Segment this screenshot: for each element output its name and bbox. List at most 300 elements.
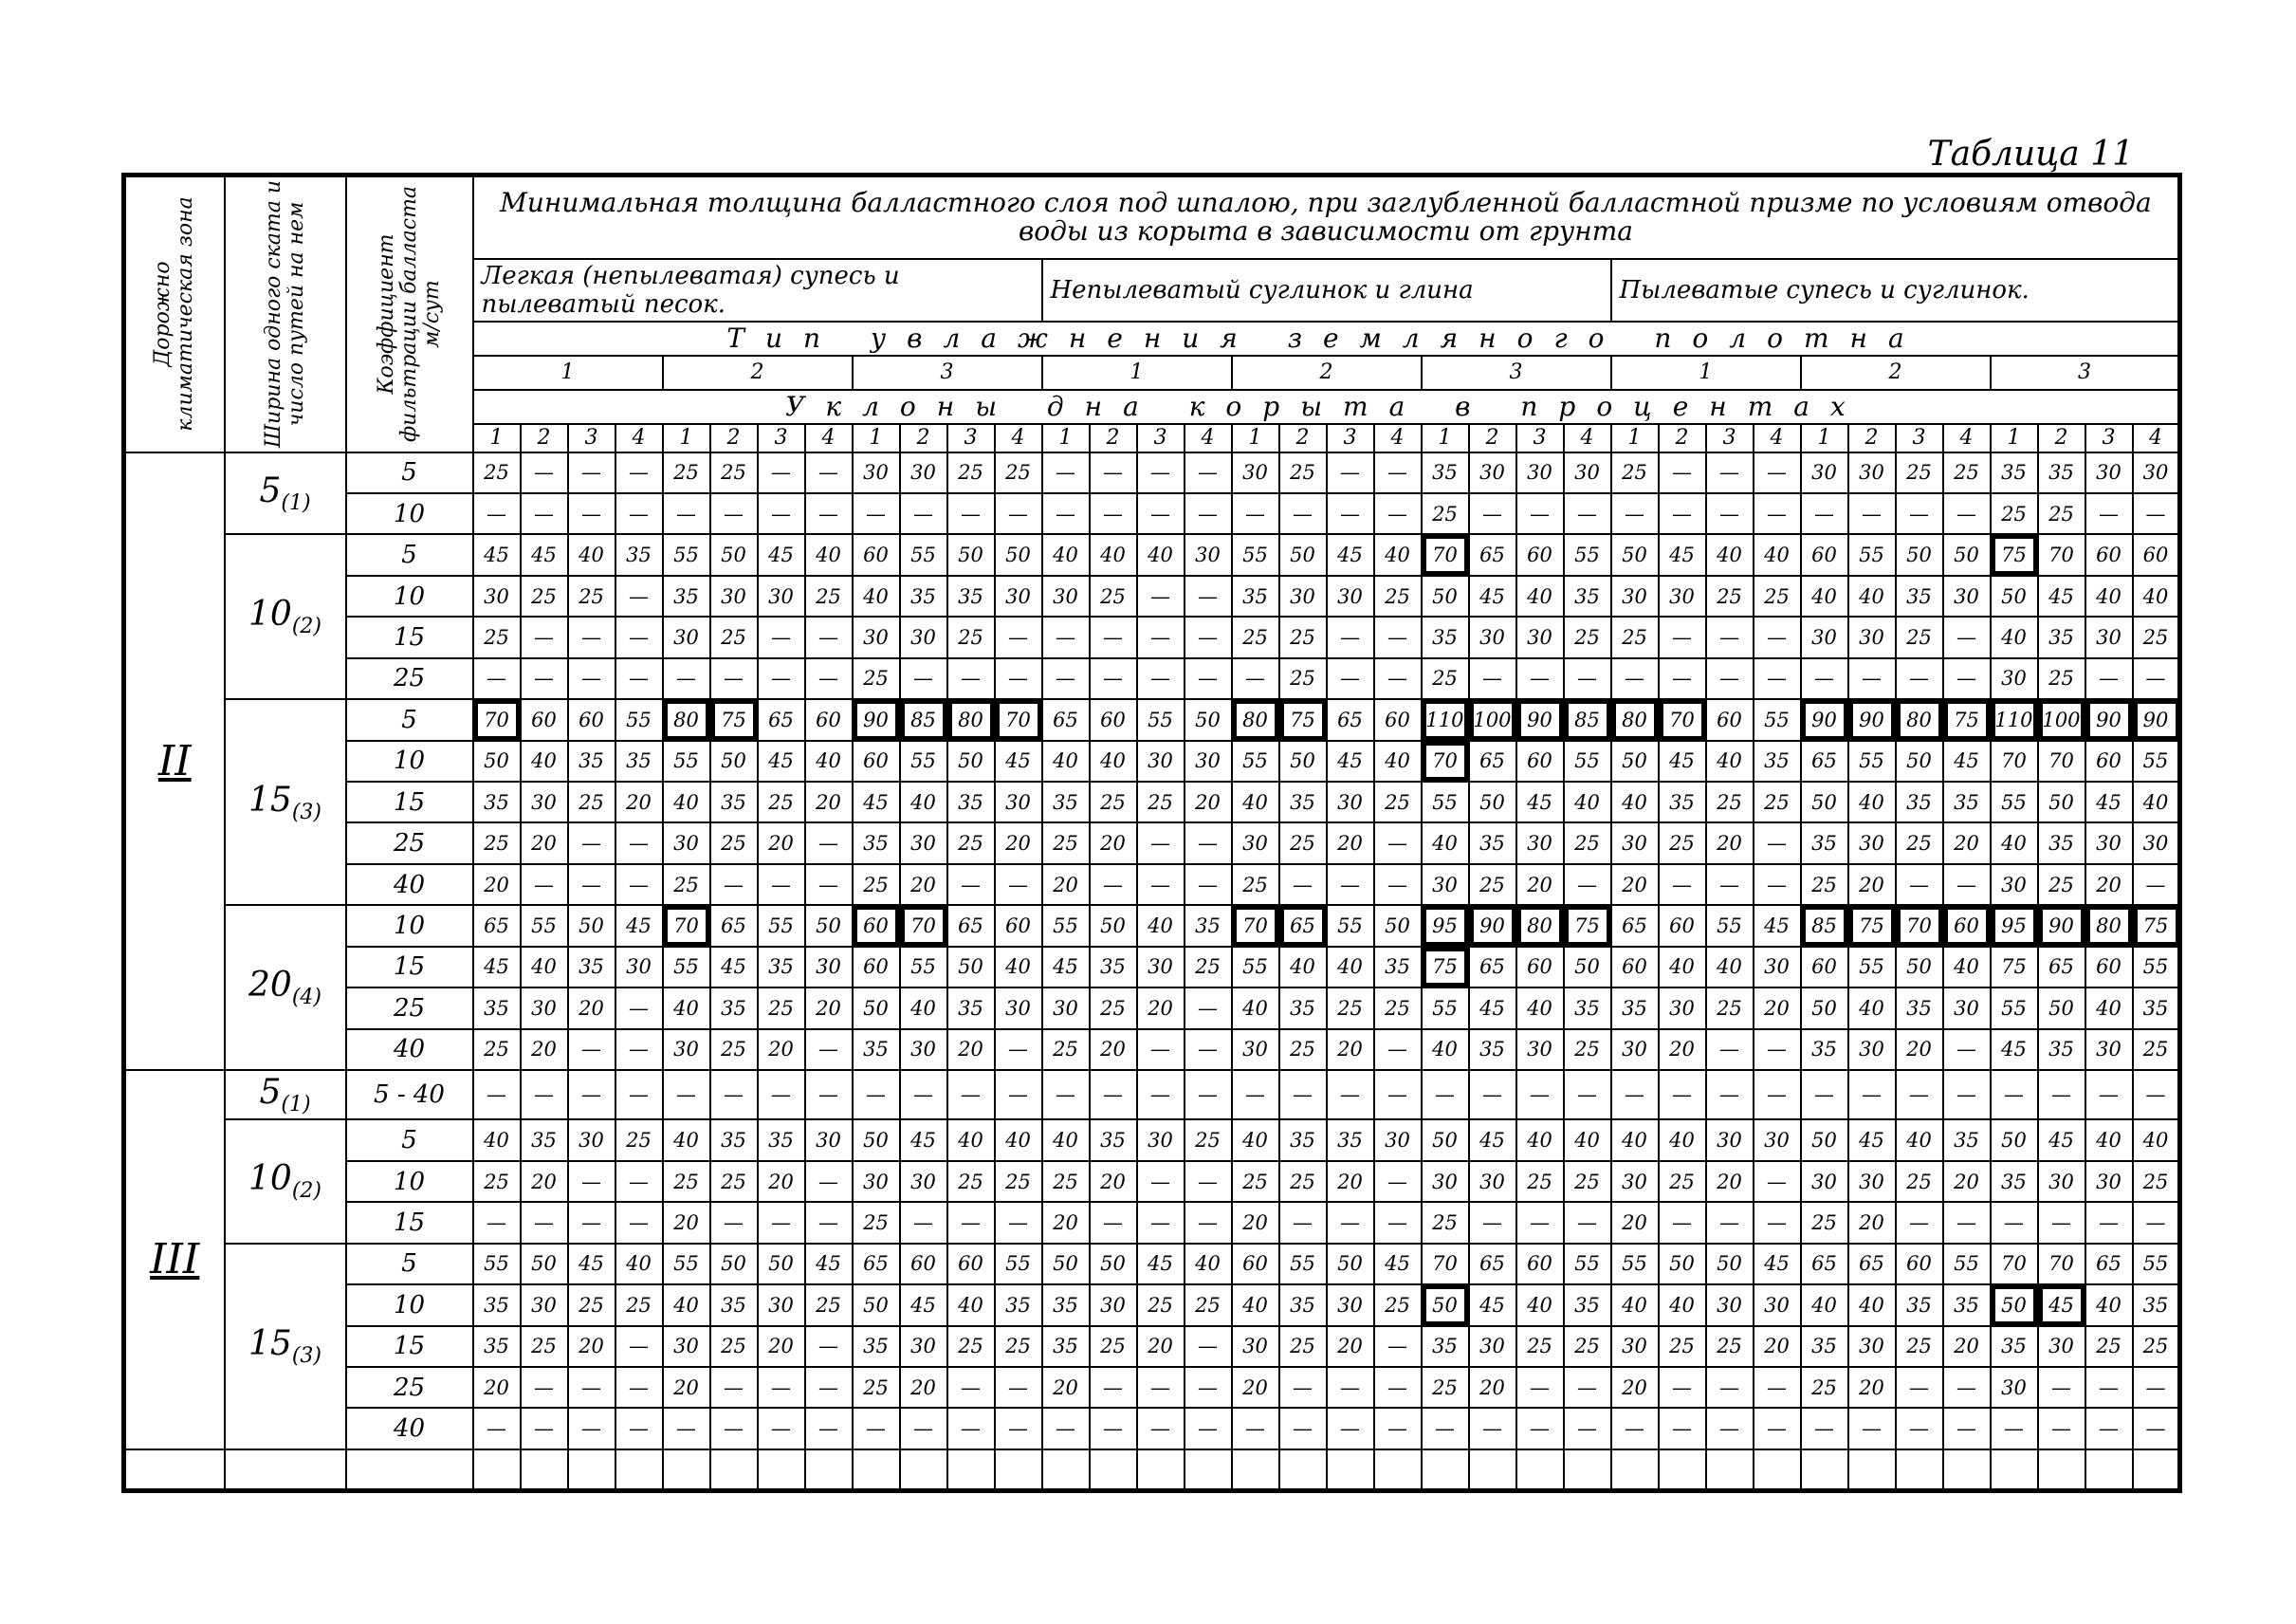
thickness-value-cell: 25 xyxy=(1469,864,1516,905)
thickness-value-cell: 25 xyxy=(947,1161,995,1202)
thickness-value-cell: 50 xyxy=(1279,534,1327,575)
thickness-value-cell: 40 xyxy=(2085,1284,2133,1325)
thickness-value-cell: — xyxy=(1659,617,1706,657)
thickness-value-cell: 25 xyxy=(2133,617,2180,657)
thickness-value-cell: 25 xyxy=(1564,1326,1611,1367)
thickness-value-cell: — xyxy=(473,1070,521,1119)
thickness-value-cell: 25 xyxy=(710,822,758,863)
thickness-value-cell: 20 xyxy=(1469,1367,1516,1408)
filtration-coef-cell: 10 xyxy=(346,741,473,782)
thickness-value-cell: 40 xyxy=(1516,1284,1564,1325)
climate-zone-cell: II xyxy=(124,452,225,1071)
thickness-value-cell: 40 xyxy=(2085,1119,2133,1160)
empty-cell xyxy=(1422,1449,1469,1491)
thickness-value-cell: 20 xyxy=(1090,822,1137,863)
thickness-value-cell: 45 xyxy=(900,1119,947,1160)
thickness-value-cell: 45 xyxy=(521,534,568,575)
table-row xyxy=(124,1202,2180,1243)
thickness-value-cell: — xyxy=(1137,822,1185,863)
thickness-value-cell: — xyxy=(1943,1202,1991,1243)
thickness-value-cell: 50 xyxy=(1801,987,1848,1028)
thickness-value-cell: — xyxy=(1801,1408,1848,1449)
thickness-value-cell: 25 xyxy=(1754,576,1801,617)
thickness-value-cell: 35 xyxy=(2038,452,2085,493)
thickness-value-cell: 40 xyxy=(1848,576,1896,617)
thickness-value-cell: 75 xyxy=(1943,699,1991,740)
slope-width-value: 10 xyxy=(248,595,292,635)
thickness-value-cell: 80 xyxy=(2085,905,2133,946)
thickness-value-cell: — xyxy=(1896,1367,1943,1408)
thickness-value-cell: 60 xyxy=(1516,741,1564,782)
thickness-value-cell: 40 xyxy=(1042,534,1090,575)
thickness-value-cell: 20 xyxy=(1327,822,1374,863)
thickness-value-cell: 35 xyxy=(615,534,663,575)
thickness-value-cell: 35 xyxy=(1896,576,1943,617)
table-row xyxy=(124,617,2180,657)
thickness-value-cell: 65 xyxy=(947,905,995,946)
thickness-value-cell: 25 xyxy=(947,822,995,863)
thickness-value-cell: — xyxy=(1991,1408,2038,1449)
thickness-value-cell: 30 xyxy=(1279,576,1327,617)
slope-number: 2 xyxy=(1469,424,1516,452)
thickness-value-cell: 35 xyxy=(521,1119,568,1160)
empty-cell xyxy=(346,1449,473,1491)
slope-number: 2 xyxy=(1848,424,1896,452)
thickness-value-cell: — xyxy=(805,1367,853,1408)
thickness-value-cell: 65 xyxy=(1279,905,1327,946)
thickness-value-cell: 35 xyxy=(1991,1326,2038,1367)
thickness-value-cell: — xyxy=(1754,617,1801,657)
thickness-value-cell: — xyxy=(710,1202,758,1243)
thickness-value-cell: 55 xyxy=(1232,534,1279,575)
thickness-value-cell: — xyxy=(1943,1367,1991,1408)
thickness-value-cell: — xyxy=(615,987,663,1028)
thickness-value-cell: — xyxy=(568,493,615,534)
thickness-value-cell: — xyxy=(1090,1070,1137,1119)
thickness-value-cell: 30 xyxy=(710,576,758,617)
thickness-value-cell: 25 xyxy=(1659,1326,1706,1367)
thickness-value-cell: 80 xyxy=(1896,699,1943,740)
thickness-value-cell: 30 xyxy=(2085,1161,2133,1202)
thickness-value-cell: 75 xyxy=(710,699,758,740)
thickness-value-cell: 35 xyxy=(615,741,663,782)
thickness-value-cell: 55 xyxy=(1706,905,1754,946)
thickness-value-cell: — xyxy=(1327,1202,1374,1243)
thickness-value-cell: 110 xyxy=(1991,699,2038,740)
thickness-value-cell: 25 xyxy=(2133,1029,2180,1070)
thickness-value-cell: — xyxy=(615,822,663,863)
thickness-value-cell: — xyxy=(1137,452,1185,493)
slope-width-value: 5 xyxy=(259,1073,282,1113)
table-row xyxy=(124,822,2180,863)
thickness-value-cell: — xyxy=(995,1408,1042,1449)
thickness-value-cell: 25 xyxy=(1896,617,1943,657)
thickness-value-cell: — xyxy=(1185,617,1232,657)
thickness-value-cell: 40 xyxy=(521,947,568,987)
thickness-value-cell: 55 xyxy=(2133,947,2180,987)
thickness-value-cell: 20 xyxy=(1611,1202,1659,1243)
thickness-value-cell: 60 xyxy=(900,1244,947,1284)
thickness-value-cell: 50 xyxy=(1991,1119,2038,1160)
thickness-value-cell: 45 xyxy=(615,905,663,946)
thickness-value-cell: 25 xyxy=(1279,1029,1327,1070)
thickness-value-cell: — xyxy=(2085,1070,2133,1119)
thickness-value-cell: 30 xyxy=(1042,987,1090,1028)
thickness-value-cell: 20 xyxy=(1754,987,1801,1028)
thickness-value-cell: — xyxy=(1185,987,1232,1028)
filtration-coef-cell: 25 xyxy=(346,1367,473,1408)
thickness-value-cell: 25 xyxy=(1090,987,1137,1028)
thickness-value-cell: 40 xyxy=(2133,782,2180,822)
thickness-value-cell: — xyxy=(1137,493,1185,534)
thickness-value-cell: 20 xyxy=(2085,864,2133,905)
thickness-value-cell: 45 xyxy=(1516,782,1564,822)
thickness-value-cell: 25 xyxy=(1706,576,1754,617)
thickness-value-cell: 30 xyxy=(1706,1119,1754,1160)
thickness-value-cell: 20 xyxy=(1848,1367,1896,1408)
thickness-value-cell: — xyxy=(1279,1070,1327,1119)
thickness-value-cell: 30 xyxy=(1516,617,1564,657)
thickness-value-cell: 25 xyxy=(1279,1326,1327,1367)
thickness-value-cell: 35 xyxy=(663,576,710,617)
thickness-value-cell: — xyxy=(805,1161,853,1202)
thickness-value-cell: — xyxy=(2085,1202,2133,1243)
thickness-value-cell: 30 xyxy=(1327,1284,1374,1325)
thickness-value-cell: — xyxy=(995,617,1042,657)
moisture-type-number: 1 xyxy=(1042,356,1232,390)
thickness-value-cell: — xyxy=(568,1202,615,1243)
thickness-value-cell: 50 xyxy=(1327,1244,1374,1284)
thickness-value-cell: 40 xyxy=(1090,534,1137,575)
thickness-value-cell: — xyxy=(1374,1326,1422,1367)
thickness-value-cell: — xyxy=(1232,1070,1279,1119)
thickness-value-cell: 60 xyxy=(1611,947,1659,987)
thickness-value-cell: 65 xyxy=(1848,1244,1896,1284)
thickness-value-cell: 50 xyxy=(805,905,853,946)
empty-cell xyxy=(225,1449,346,1491)
thickness-value-cell: 25 xyxy=(663,452,710,493)
thickness-value-cell: 40 xyxy=(1706,947,1754,987)
thickness-value-cell: — xyxy=(758,1070,805,1119)
moisture-type-number: 2 xyxy=(1801,356,1991,390)
thickness-value-cell: — xyxy=(615,1367,663,1408)
thickness-value-cell: 30 xyxy=(1706,1284,1754,1325)
thickness-value-cell: — xyxy=(663,1070,710,1119)
thickness-value-cell: — xyxy=(1564,658,1611,699)
thickness-value-cell: 65 xyxy=(473,905,521,946)
thickness-value-cell: 30 xyxy=(853,617,900,657)
table-row xyxy=(124,1284,2180,1325)
thickness-value-cell: 30 xyxy=(2038,1161,2085,1202)
thickness-value-cell: 40 xyxy=(1848,987,1896,1028)
thickness-value-cell: 85 xyxy=(1801,905,1848,946)
thickness-value-cell: — xyxy=(805,1029,853,1070)
thickness-value-cell: 30 xyxy=(1516,822,1564,863)
thickness-value-cell: 30 xyxy=(663,617,710,657)
thickness-value-cell: — xyxy=(1754,1202,1801,1243)
thickness-value-cell: — xyxy=(1279,493,1327,534)
thickness-value-cell: — xyxy=(1042,493,1090,534)
thickness-value-cell: 50 xyxy=(1469,782,1516,822)
thickness-value-cell: 90 xyxy=(1848,699,1896,740)
thickness-value-cell: 25 xyxy=(521,576,568,617)
thickness-value-cell: 30 xyxy=(2085,822,2133,863)
thickness-value-cell: 25 xyxy=(1185,1284,1232,1325)
thickness-value-cell: 30 xyxy=(2085,617,2133,657)
thickness-value-cell: 20 xyxy=(1090,1029,1137,1070)
thickness-value-cell: — xyxy=(1469,493,1516,534)
thickness-value-cell: — xyxy=(1327,1070,1374,1119)
thickness-value-cell: — xyxy=(1516,658,1564,699)
thickness-value-cell: 70 xyxy=(2038,1244,2085,1284)
thickness-value-cell: 45 xyxy=(1469,576,1516,617)
thickness-value-cell: 25 xyxy=(853,864,900,905)
table-row xyxy=(124,658,2180,699)
track-count-value: (1) xyxy=(281,491,311,516)
thickness-value-cell: 25 xyxy=(947,617,995,657)
thickness-value-cell: 50 xyxy=(2038,782,2085,822)
thickness-value-cell: 30 xyxy=(1137,947,1185,987)
table-row xyxy=(124,1326,2180,1367)
thickness-value-cell: 35 xyxy=(853,1029,900,1070)
thickness-value-cell: 25 xyxy=(473,1161,521,1202)
thickness-value-cell: 40 xyxy=(1327,947,1374,987)
thickness-value-cell: — xyxy=(1848,1408,1896,1449)
thickness-value-cell: — xyxy=(805,822,853,863)
slope-number: 1 xyxy=(853,424,900,452)
thickness-value-cell: 35 xyxy=(568,947,615,987)
thickness-value-cell: — xyxy=(758,1367,805,1408)
thickness-value-cell: — xyxy=(1374,822,1422,863)
thickness-value-cell: 60 xyxy=(947,1244,995,1284)
thickness-value-cell: — xyxy=(663,1408,710,1449)
thickness-value-cell: 20 xyxy=(758,1161,805,1202)
thickness-value-cell: 60 xyxy=(1659,905,1706,946)
thickness-value-cell: 35 xyxy=(995,1284,1042,1325)
thickness-value-cell: 35 xyxy=(473,1284,521,1325)
thickness-value-cell: 25 xyxy=(1659,822,1706,863)
thickness-value-cell: 45 xyxy=(1042,947,1090,987)
thickness-value-cell: 20 xyxy=(1042,864,1090,905)
thickness-value-cell: — xyxy=(1991,1202,2038,1243)
thickness-value-cell: 30 xyxy=(1469,1326,1516,1367)
thickness-value-cell: 55 xyxy=(1943,1244,1991,1284)
thickness-value-cell: 60 xyxy=(2133,534,2180,575)
empty-cell xyxy=(1469,1449,1516,1491)
thickness-value-cell: 20 xyxy=(1943,1326,1991,1367)
thickness-value-cell: — xyxy=(568,617,615,657)
thickness-value-cell: — xyxy=(1848,1070,1896,1119)
thickness-value-cell: 20 xyxy=(1327,1029,1374,1070)
thickness-value-cell: 65 xyxy=(1469,741,1516,782)
thickness-value-cell: 25 xyxy=(1564,1029,1611,1070)
thickness-value-cell: 40 xyxy=(805,741,853,782)
thickness-value-cell: — xyxy=(521,1070,568,1119)
thickness-value-cell: 20 xyxy=(900,864,947,905)
thickness-value-cell: 30 xyxy=(1564,452,1611,493)
thickness-value-cell: 25 xyxy=(1374,782,1422,822)
thickness-value-cell: — xyxy=(2133,1070,2180,1119)
thickness-value-cell: — xyxy=(1137,1408,1185,1449)
thickness-value-cell: 30 xyxy=(1943,576,1991,617)
thickness-value-cell: 25 xyxy=(805,1284,853,1325)
thickness-value-cell: 55 xyxy=(521,905,568,946)
thickness-value-cell: 30 xyxy=(1801,452,1848,493)
thickness-value-cell: — xyxy=(853,493,900,534)
thickness-value-cell: — xyxy=(1896,658,1943,699)
thickness-value-cell: 40 xyxy=(521,741,568,782)
thickness-value-cell: 35 xyxy=(1185,905,1232,946)
thickness-value-cell: 35 xyxy=(473,987,521,1028)
thickness-value-cell: 20 xyxy=(1137,1326,1185,1367)
slope-number: 2 xyxy=(900,424,947,452)
thickness-value-cell: 70 xyxy=(1422,534,1469,575)
thickness-value-cell: 30 xyxy=(1991,658,2038,699)
thickness-value-cell: — xyxy=(1754,1070,1801,1119)
thickness-value-cell: 40 xyxy=(1564,782,1611,822)
thickness-value-cell: 35 xyxy=(2133,1284,2180,1325)
thickness-value-cell: — xyxy=(1706,864,1754,905)
thickness-value-cell: 80 xyxy=(1232,699,1279,740)
thickness-value-cell: 40 xyxy=(2085,576,2133,617)
thickness-value-cell: 40 xyxy=(1754,534,1801,575)
thickness-value-cell: — xyxy=(805,1326,853,1367)
thickness-value-cell: 30 xyxy=(2133,822,2180,863)
thickness-value-cell: — xyxy=(1469,1202,1516,1243)
thickness-value-cell: 25 xyxy=(853,658,900,699)
thickness-value-cell: — xyxy=(1943,493,1991,534)
thickness-value-cell: 40 xyxy=(995,947,1042,987)
thickness-value-cell: 65 xyxy=(1801,1244,1848,1284)
thickness-value-cell: 50 xyxy=(853,987,900,1028)
thickness-value-cell: 40 xyxy=(1232,987,1279,1028)
thickness-value-cell: — xyxy=(1090,1408,1137,1449)
thickness-value-cell: 45 xyxy=(995,741,1042,782)
thickness-value-cell: — xyxy=(1422,1070,1469,1119)
thickness-value-cell: — xyxy=(1374,1202,1422,1243)
thickness-value-cell: 20 xyxy=(568,987,615,1028)
thickness-value-cell: 40 xyxy=(1896,1119,1943,1160)
thickness-value-cell: 30 xyxy=(1422,1161,1469,1202)
thickness-value-cell: — xyxy=(1754,452,1801,493)
thickness-value-cell: 55 xyxy=(1232,947,1279,987)
thickness-value-cell: — xyxy=(758,617,805,657)
thickness-value-cell: 45 xyxy=(1991,1029,2038,1070)
thickness-value-cell: 25 xyxy=(1090,1326,1137,1367)
thickness-value-cell: — xyxy=(1374,1367,1422,1408)
thickness-value-cell: 25 xyxy=(473,617,521,657)
thickness-value-cell: 40 xyxy=(1659,1284,1706,1325)
filtration-coef-cell: 10 xyxy=(346,576,473,617)
thickness-value-cell: 20 xyxy=(1706,822,1754,863)
thickness-value-cell: 65 xyxy=(1469,947,1516,987)
thickness-value-cell: 25 xyxy=(1279,1161,1327,1202)
thickness-value-cell: — xyxy=(947,1408,995,1449)
thickness-value-cell: 25 xyxy=(1279,452,1327,493)
thickness-value-cell: 100 xyxy=(2038,699,2085,740)
thickness-value-cell: — xyxy=(900,1408,947,1449)
thickness-value-cell: 35 xyxy=(1042,1284,1090,1325)
empty-cell xyxy=(1706,1449,1754,1491)
thickness-value-cell: 70 xyxy=(1659,699,1706,740)
thickness-value-cell: — xyxy=(1137,864,1185,905)
thickness-value-cell: 25 xyxy=(995,452,1042,493)
thickness-value-cell: 25 xyxy=(758,782,805,822)
thickness-value-cell: 55 xyxy=(1848,534,1896,575)
thickness-value-cell: 40 xyxy=(1516,576,1564,617)
thickness-value-cell: 50 xyxy=(1611,534,1659,575)
thickness-value-cell: 55 xyxy=(995,1244,1042,1284)
thickness-value-cell: 65 xyxy=(710,905,758,946)
thickness-value-cell: 35 xyxy=(1943,1284,1991,1325)
thickness-value-cell: — xyxy=(995,658,1042,699)
thickness-value-cell: — xyxy=(1706,658,1754,699)
table-row xyxy=(124,1070,2180,1119)
thickness-value-cell: 25 xyxy=(758,987,805,1028)
thickness-value-cell: — xyxy=(1564,1367,1611,1408)
thickness-value-cell: — xyxy=(710,1367,758,1408)
thickness-value-cell: — xyxy=(615,576,663,617)
filtration-coef-cell: 15 xyxy=(346,782,473,822)
thickness-value-cell: 35 xyxy=(710,782,758,822)
thickness-value-cell: — xyxy=(1896,864,1943,905)
moisture-type-number: 2 xyxy=(1232,356,1422,390)
thickness-value-cell: 45 xyxy=(853,782,900,822)
thickness-value-cell: 40 xyxy=(1279,947,1327,987)
thickness-value-cell: 30 xyxy=(1611,1161,1659,1202)
thickness-value-cell: — xyxy=(2085,1367,2133,1408)
thickness-value-cell: 45 xyxy=(758,741,805,782)
thickness-value-cell: 50 xyxy=(1801,782,1848,822)
thickness-value-cell: 40 xyxy=(1801,1284,1848,1325)
thickness-value-cell: 30 xyxy=(1659,576,1706,617)
thickness-value-cell: — xyxy=(1185,1367,1232,1408)
thickness-value-cell: 25 xyxy=(1896,1326,1943,1367)
thickness-value-cell: 55 xyxy=(1422,782,1469,822)
thickness-value-cell: 35 xyxy=(1943,782,1991,822)
thickness-value-cell: 30 xyxy=(1848,1326,1896,1367)
thickness-value-cell: — xyxy=(521,452,568,493)
thickness-value-cell: 35 xyxy=(1896,987,1943,1028)
thickness-value-cell: 25 xyxy=(1185,947,1232,987)
thickness-value-cell: 20 xyxy=(1943,822,1991,863)
thickness-value-cell: 25 xyxy=(710,1326,758,1367)
thickness-value-cell: 30 xyxy=(1374,1119,1422,1160)
thickness-value-cell: 25 xyxy=(1232,1161,1279,1202)
thickness-value-cell: 40 xyxy=(1659,1119,1706,1160)
thickness-value-cell: 50 xyxy=(1185,699,1232,740)
thickness-value-cell: 60 xyxy=(805,699,853,740)
thickness-value-cell: 65 xyxy=(1801,741,1848,782)
thickness-value-cell: 35 xyxy=(1896,1284,1943,1325)
thickness-value-cell: 40 xyxy=(1991,617,2038,657)
thickness-value-cell: 40 xyxy=(663,782,710,822)
thickness-value-cell: 35 xyxy=(853,822,900,863)
thickness-value-cell: 25 xyxy=(1374,576,1422,617)
thickness-value-cell: 20 xyxy=(1232,1367,1279,1408)
slope-number: 1 xyxy=(663,424,710,452)
thickness-value-cell: 25 xyxy=(2133,1326,2180,1367)
thickness-value-cell: 60 xyxy=(2085,741,2133,782)
thickness-value-cell: 35 xyxy=(1327,1119,1374,1160)
thickness-value-cell: 20 xyxy=(1516,864,1564,905)
thickness-value-cell: — xyxy=(1706,493,1754,534)
thickness-value-cell: — xyxy=(1137,1029,1185,1070)
thickness-value-cell: — xyxy=(1185,1326,1232,1367)
empty-cell xyxy=(1896,1449,1943,1491)
thickness-value-cell: — xyxy=(758,658,805,699)
thickness-value-cell: 25 xyxy=(805,576,853,617)
